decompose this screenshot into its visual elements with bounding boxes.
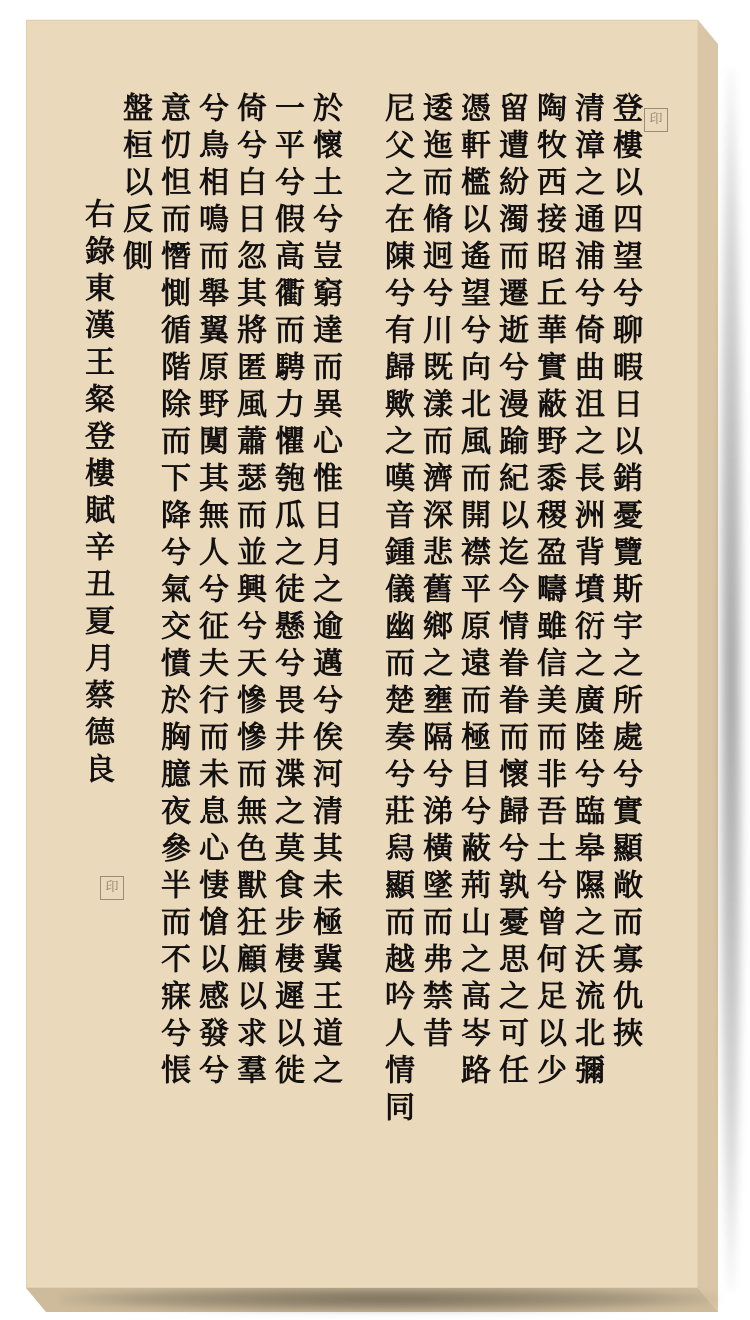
text-column-9: 一平兮假高衢而騁力懼匏瓜之徒懸兮畏井渫之莫食步棲遲以徙 [269, 92, 304, 1091]
text-column-5: 憑軒檻以遙望兮向北風而開襟平原遠而極目兮蔽荊山之高岑路 [455, 92, 490, 1091]
text-column-13: 盤桓以反側 [117, 92, 152, 277]
text-column-12: 意忉怛而憯惻循階除而下降兮氣交憤於胸臆夜參半而不寐兮悵 [155, 92, 190, 1091]
canvas-front [26, 20, 698, 1288]
seal-mark-top: 印 [644, 108, 668, 132]
text-column-4: 留遭紛濁而遷逝兮漫踰紀以迄今情眷眷而懷歸兮孰憂思之可任 [493, 92, 528, 1091]
text-column-8: 於懷土兮豈窮達而異心惟日月之逾邁兮俟河清其未極冀王道之 [307, 92, 342, 1091]
seal-mark-bottom: 印 [100, 876, 124, 900]
text-column-10: 倚兮白日忽其將匿風蕭瑟而並興兮天慘慘而無色獸狂顧以求羣 [231, 92, 266, 1091]
text-column-6: 逶迤而脩迥兮川既漾而濟深悲舊鄉之壅隔兮涕橫墜而弗禁昔 [417, 92, 452, 1054]
text-column-7: 尼父之在陳兮有歸歟之嘆音鍾儀幽而楚奏兮莊舄顯而越吟人情同 [379, 92, 414, 1128]
text-column-11: 兮鳥相鳴而舉翼原野闃其無人兮征夫行而未息心悽愴以感發兮 [193, 92, 228, 1091]
text-column-2: 清漳之通浦兮倚曲沮之長洲背墳衍之廣陸兮臨皋隰之沃流北彌 [569, 92, 604, 1091]
right-shadow [718, 70, 744, 1290]
bottom-shadow [60, 1286, 720, 1312]
text-column-3: 陶牧西接昭丘華實蔽野黍稷盈疇雖信美而非吾土兮曾何足以少 [531, 92, 566, 1091]
colophon-column: 右錄東漢王粲登樓賦辛丑夏月蔡德良 [79, 198, 114, 790]
calligraphy-body [26, 20, 698, 1288]
text-column-1: 登樓以四望兮聊暇日以銷憂覽斯宇之所處兮實顯敞而寡仇挾 [607, 92, 642, 1054]
